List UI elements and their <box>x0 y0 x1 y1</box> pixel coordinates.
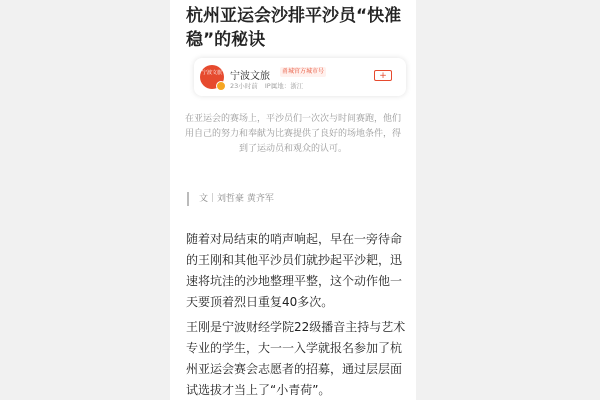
article-title: 杭州亚运会沙排平沙员“快准稳”的秘诀 <box>186 6 402 50</box>
verified-icon <box>216 81 226 91</box>
article-summary: 在亚运会的赛场上，平沙员们一次次与时间赛跑，他们用自己的努力和奉献为比赛提供了良好的场地条件，得到了运动员和观众的认可。 <box>184 114 401 154</box>
follow-button[interactable]: + <box>374 70 392 81</box>
avatar-label: 宁波文旅 <box>201 70 222 76</box>
article-paragraph: 随着对局结束的哨声响起，早在一旁待命的王刚和其他平沙员们就抄起平沙耙，迅速将坑洼的沙地整理平整，这个动作他一天要顶着烈日重复40多次。 <box>186 232 403 309</box>
article-page <box>170 0 416 400</box>
article-byline: 文｜刘哲豪 黄齐军 <box>187 192 274 206</box>
author-name[interactable]: 宁波文旅 <box>230 71 270 82</box>
author-meta <box>230 81 308 90</box>
post-time: 23小时前 <box>230 82 258 90</box>
author-badge: 甬城官方城市号 <box>282 68 325 75</box>
ip-location: IP属地：浙江 <box>264 82 304 90</box>
article-paragraph: 王刚是宁波财经学院22级播音主持与艺术专业的学生，大一一入学就报名参加了杭州亚运会赛会志愿者的招募，通过层层面试选拔才当上了“小青荷”。 <box>186 320 406 397</box>
